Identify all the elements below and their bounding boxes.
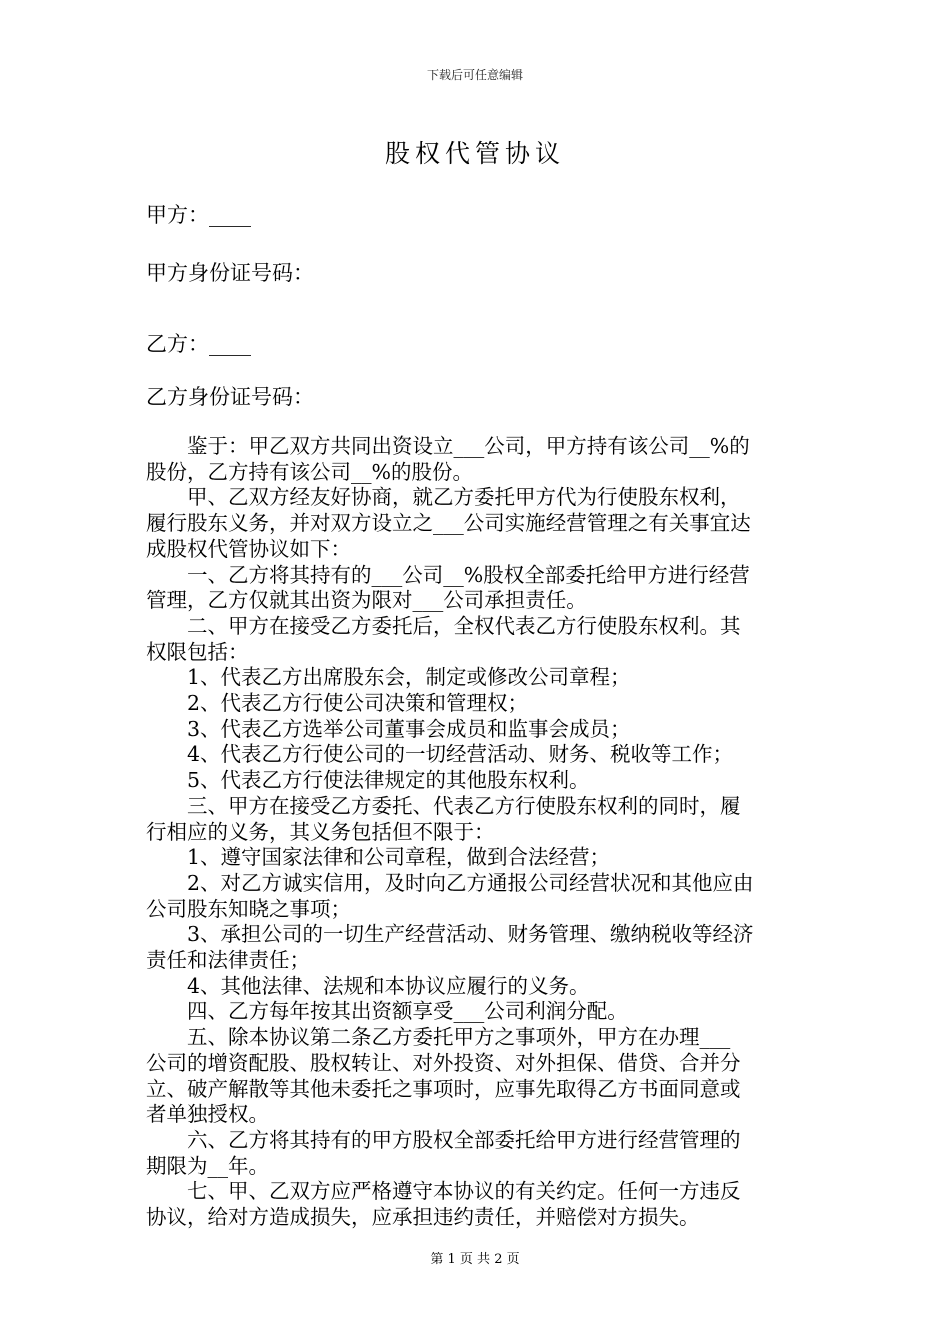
body-line: 公司股东知晓之事项； <box>146 896 351 921</box>
body-line: 1、代表乙方出席股东会，制定或修改公司章程； <box>146 665 631 690</box>
body-line: 权限包括： <box>146 639 249 664</box>
body-line: 3、代表乙方选举公司董事会成员和监事会成员； <box>146 716 631 741</box>
body-line: 2、代表乙方行使公司决策和管理权； <box>146 691 529 715</box>
body-line: 鉴于：甲乙双方共同出资设立___公司，甲方持有该公司__%的 <box>146 434 750 458</box>
body-line: 管理，乙方仅就其出资为限对___公司承担责任。 <box>146 588 587 613</box>
party-a-field: 甲方：____ <box>146 203 251 227</box>
body-line: 甲、乙双方经友好协商，就乙方委托甲方代为行使股东权利， <box>146 485 741 510</box>
header-note: 下载后可任意编辑 <box>426 68 523 82</box>
body-line: 二、甲方在接受乙方委托后，全权代表乙方行使股东权利。其 <box>146 613 741 638</box>
body-line: 五、除本协议第二条乙方委托甲方之事项外，甲方在办理___ <box>146 1025 731 1050</box>
page-title: 股权代管协议 <box>384 139 565 168</box>
body-line: 四、乙方每年按其出资额享受___公司利润分配。 <box>146 999 628 1024</box>
body-line: 2、对乙方诚实信用，及时向乙方通报公司经营状况和其他应由 <box>146 870 754 895</box>
page-footer: 第 1 页 共 2 页 <box>430 1252 520 1267</box>
body-line: 协议，给对方造成损失，应承担违约责任，并赔偿对方损失。 <box>146 1205 700 1229</box>
body-line: 4、代表乙方行使公司的一切经营活动、财务、税收等工作； <box>146 742 734 767</box>
body-line: 4、其他法律、法规和本协议应履行的义务。 <box>146 973 590 998</box>
body-line: 履行股东义务，并对双方设立之___公司实施经营管理之有关事宜达 <box>146 511 751 536</box>
body-line: 1、遵守国家法律和公司章程，做到合法经营； <box>146 845 611 870</box>
body-line: 七、甲、乙双方应严格遵守本协议的有关约定。任何一方违反 <box>146 1179 741 1204</box>
body-line: 期限为__年。 <box>146 1153 269 1178</box>
party-b-id-field: 乙方身份证号码： <box>146 385 314 409</box>
body-line: 六、乙方将其持有的甲方股权全部委托给甲方进行经营管理的 <box>146 1127 741 1152</box>
body-line: 5、代表乙方行使法律规定的其他股东权利。 <box>146 768 590 793</box>
body-line: 三、甲方在接受乙方委托、代表乙方行使股东权利的同时，履 <box>146 793 741 818</box>
body-line: 3、承担公司的一切生产经营活动、财务管理、缴纳税收等经济 <box>146 922 754 947</box>
body-line: 责任和法律责任； <box>146 948 310 972</box>
body-line: 股份，乙方持有该公司__%的股份。 <box>146 459 473 484</box>
body-line: 一、乙方将其持有的___公司__%股权全部委托给甲方进行经营 <box>146 562 750 587</box>
body-line: 立、破产解散等其他未委托之事项时，应事先取得乙方书面同意或 <box>146 1076 741 1101</box>
party-b-field: 乙方：____ <box>146 332 251 356</box>
body-line: 成股权代管协议如下： <box>146 536 351 561</box>
body-line: 公司的增资配股、股权转让、对外投资、对外担保、借贷、合并分 <box>146 1050 741 1075</box>
party-a-id-field: 甲方身份证号码： <box>146 261 314 285</box>
body-line: 者单独授权。 <box>146 1102 269 1127</box>
body-line: 行相应的义务，其义务包括但不限于： <box>146 819 495 844</box>
